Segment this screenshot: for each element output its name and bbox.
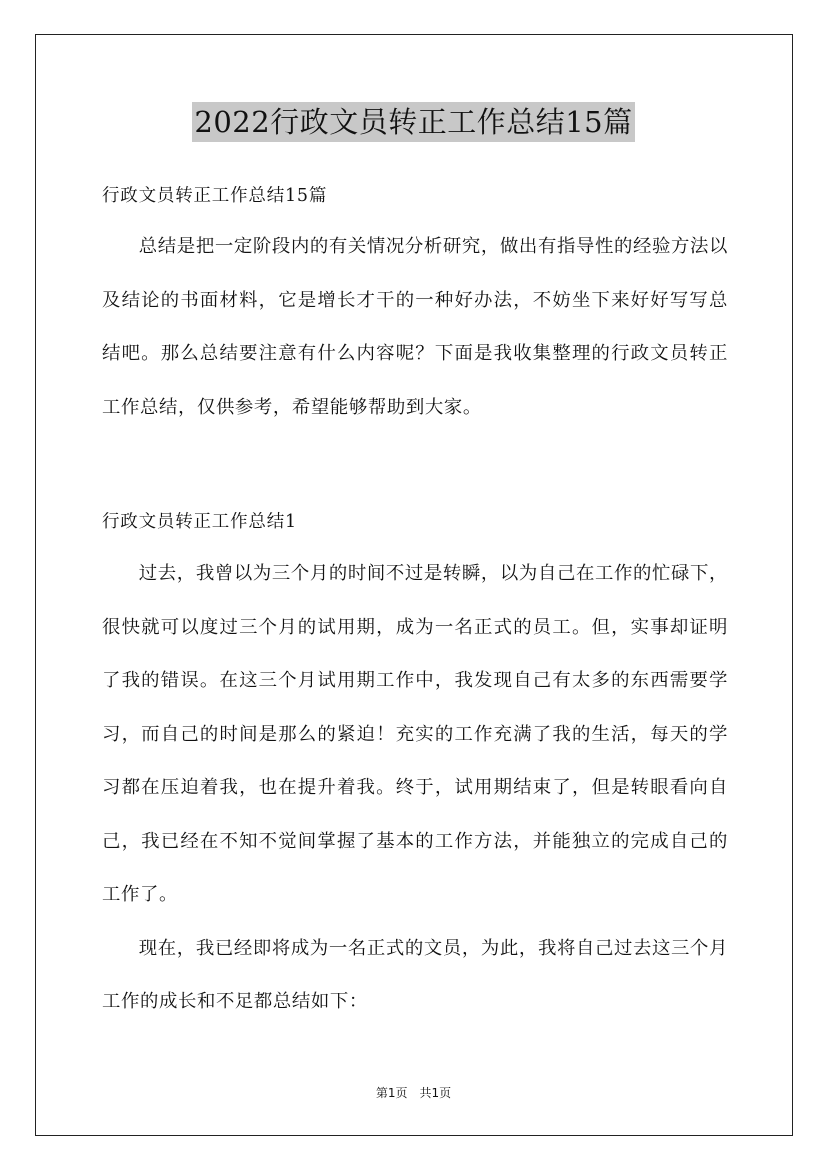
- section-body: [102, 547, 728, 1029]
- section-heading: 行政文员转正工作总结1: [102, 512, 297, 532]
- section-paragraph-1: 过去，我曾以为三个月的时间不过是转瞬，以为自己在工作的忙碌下，很快就可以度过三个月的试用期，成为一名正式的员工。但，实事却证明了我的错误。在这三个月试用期工作中，我发现自己有太多的东西需要学习，而自己的时间是那么的紧迫！充实的工作充满了我的生活，每天的学习都在压迫着我，也在提升着我。终于，试用期结束了，但是转眼看向自己，我已经在不知不觉间掌握了基本的工作方法，并能独立的完成自己的工作了。: [102, 563, 728, 905]
- page-number-label: 第1页 共1页: [375, 1086, 452, 1100]
- intro-paragraph: 总结是把一定阶段内的有关情况分析研究，做出有指导性的经验方法以及结论的书面材料，它是增长才干的一种好办法，不妨坐下来好好写写总结吧。那么总结要注意有什么内容呢？下面是我收集整理的行政文员转正工作总结，仅供参考，希望能够帮助到大家。: [102, 236, 728, 418]
- document-title: 2022行政文员转正工作总结15篇: [192, 102, 634, 142]
- document-subtitle: 行政文员转正工作总结15篇: [102, 186, 328, 206]
- document-title-container: [0, 102, 827, 142]
- page-footer: [0, 1084, 827, 1101]
- intro-paragraph-container: [102, 220, 728, 434]
- section-paragraph-2: 现在，我已经即将成为一名正式的文员，为此，我将自己过去这三个月工作的成长和不足都总结如下：: [102, 937, 728, 1012]
